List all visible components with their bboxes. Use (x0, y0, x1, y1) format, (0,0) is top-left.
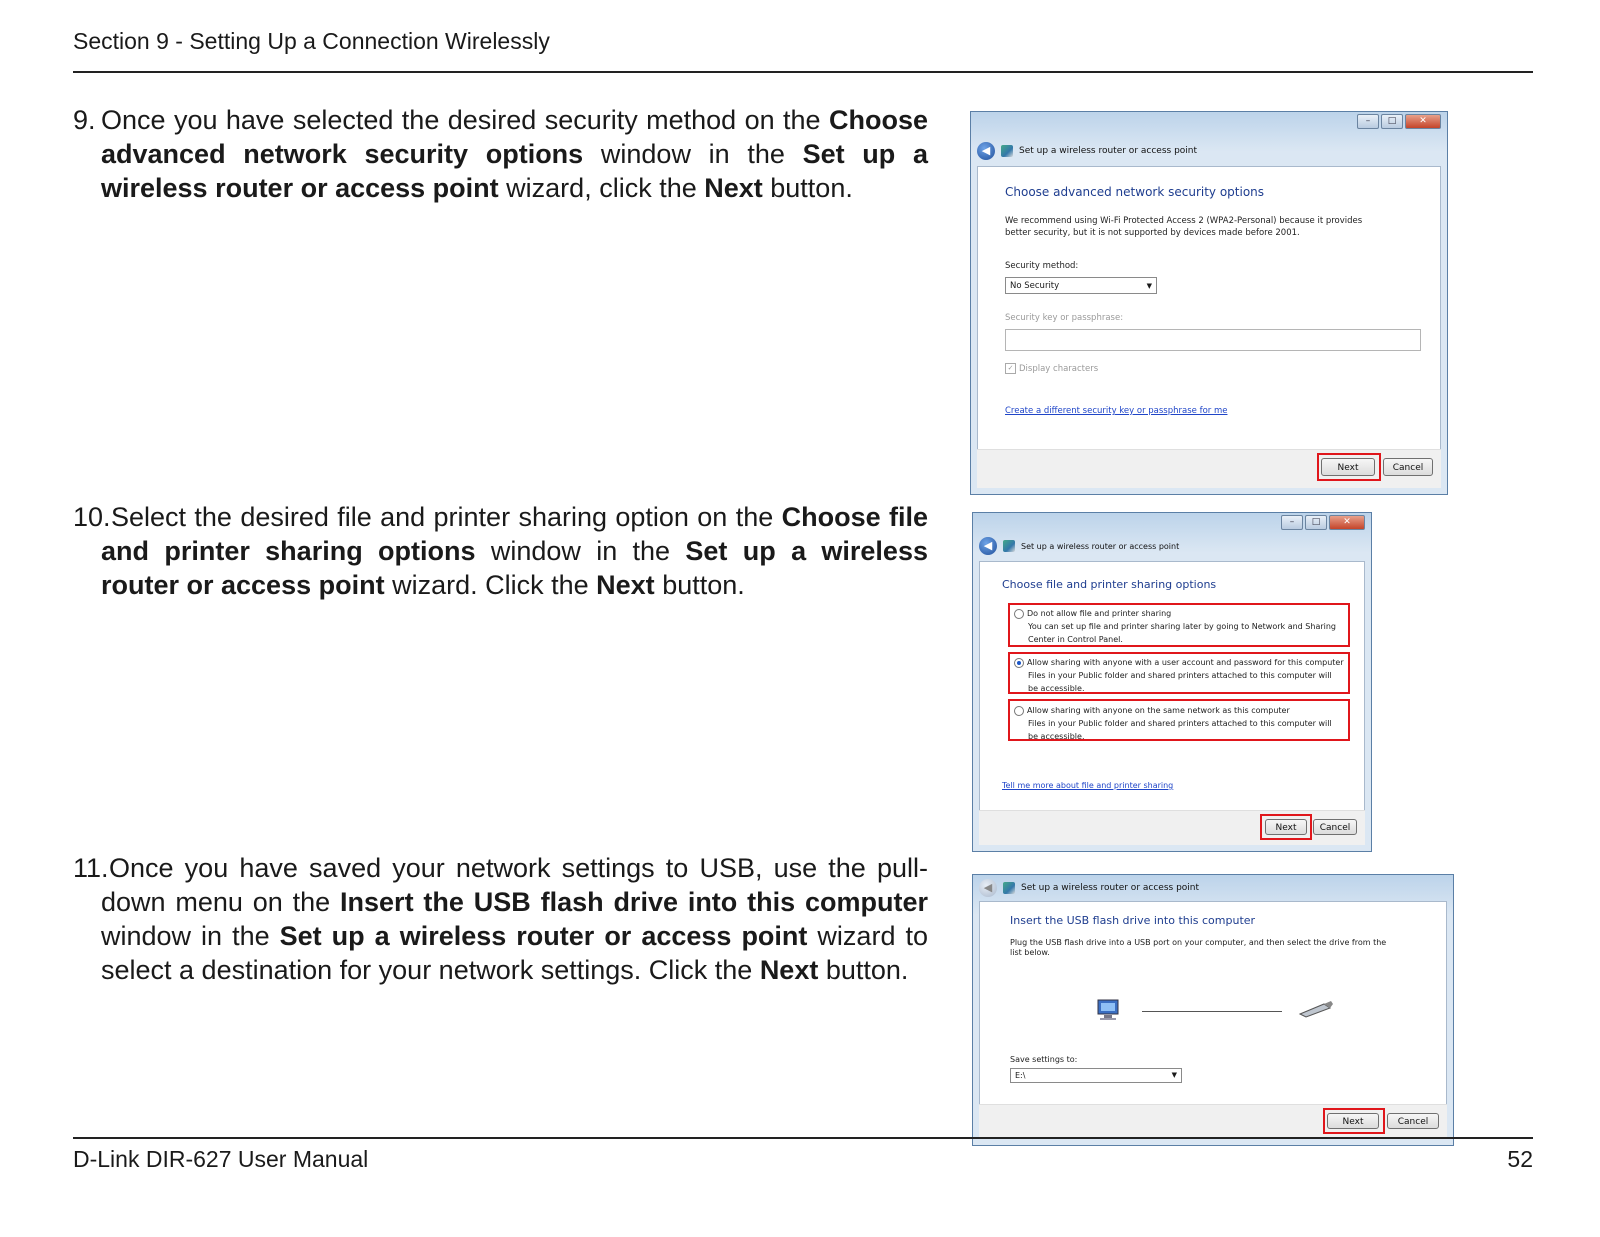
maximize-icon[interactable]: □ (1381, 114, 1403, 129)
dialog-footer (979, 810, 1365, 845)
security-key-input[interactable] (1005, 329, 1421, 351)
dialog-heading: Insert the USB flash drive into this computer (1010, 914, 1256, 927)
step-10 (73, 500, 928, 602)
cancel-button[interactable]: Cancel (1383, 458, 1433, 476)
option-description: You can set up file and printer sharing later by going to Network and Sharing Center in Control Panel. (1028, 622, 1337, 644)
next-button[interactable]: Next (1265, 819, 1307, 835)
dialog-footer (977, 449, 1441, 488)
dialog-heading: Choose file and printer sharing options (1002, 578, 1217, 591)
wizard-title: Set up a wireless router or access point (1019, 146, 1198, 156)
wizard-title: Set up a wireless router or access point (1021, 883, 1200, 893)
step-9 (73, 103, 928, 205)
highlight-box (1323, 1108, 1385, 1134)
wizard-content (979, 561, 1365, 811)
save-settings-label: Save settings to: (1010, 1055, 1078, 1064)
network-wizard-icon (1003, 882, 1015, 894)
sharing-option-3[interactable] (1014, 704, 1344, 743)
step-number: 11. (73, 853, 109, 883)
manual-title: D-Link DIR-627 User Manual (73, 1146, 369, 1172)
wizard-titlebar (977, 140, 1441, 162)
step-number: 9. (73, 105, 96, 135)
wizard-content (979, 901, 1447, 1105)
close-icon[interactable]: ✕ (1405, 114, 1441, 129)
usb-drive-icon (1298, 1000, 1334, 1018)
dialog-description: We recommend using Wi-Fi Protected Access 2 (WPA2-Personal) because it provides better security, but it is not supported by devices made before 2001. (1005, 216, 1363, 238)
dialog-footer (979, 1104, 1447, 1139)
step-text: Once you have saved your network settings to USB, use the pull-down menu on the Insert the USB flash drive into this computer window in the Set up a wireless router or access point wizard to select a destination for your network settings. Click the Next button. (101, 853, 928, 985)
dialog-description: Plug the USB flash drive into a USB port on your computer, and then select the drive from the list below. (1010, 938, 1387, 957)
display-characters-row[interactable] (1005, 363, 1098, 375)
window-controls (1357, 114, 1441, 129)
close-icon[interactable]: ✕ (1329, 515, 1365, 530)
minimize-icon[interactable]: – (1281, 515, 1303, 530)
option-label: Do not allow file and printer sharing (1027, 609, 1172, 618)
sharing-option-1[interactable] (1014, 607, 1344, 646)
wizard-content (977, 166, 1441, 450)
chevron-down-icon: ▼ (1146, 282, 1152, 290)
cancel-button[interactable]: Cancel (1313, 819, 1357, 835)
cancel-button[interactable]: Cancel (1387, 1113, 1439, 1129)
dialog-heading: Choose advanced network security options (1005, 185, 1265, 199)
step-number: 10. (73, 502, 111, 532)
window-controls (1281, 515, 1365, 530)
back-arrow-icon[interactable]: ◀ (979, 879, 997, 897)
highlight-box (1260, 814, 1312, 840)
option-label: Allow sharing with anyone on the same network as this computer (1027, 706, 1290, 715)
highlight-box (1317, 453, 1381, 481)
security-method-label: Security method: (1005, 261, 1079, 271)
wizard-title: Set up a wireless router or access point (1021, 541, 1180, 551)
section-header: Section 9 - Setting Up a Connection Wirelessly (73, 28, 550, 54)
select-value: E:\ (1015, 1071, 1026, 1080)
usb-save-dialog (972, 874, 1454, 1146)
radio-icon[interactable] (1014, 706, 1024, 716)
option-description: Files in your Public folder and shared printers attached to this computer will be accessible. (1028, 671, 1332, 693)
page-number: 52 (1507, 1146, 1533, 1172)
header-rule (73, 71, 1533, 73)
option-label: Allow sharing with anyone with a user account and password for this computer (1027, 658, 1344, 667)
step-text: Select the desired file and printer sharing option on the Choose file and printer sharing options window in the Set up a wireless router or access point wizard. Click the Next button. (101, 502, 928, 600)
radio-selected-icon[interactable] (1014, 658, 1024, 668)
next-button[interactable]: Next (1327, 1113, 1379, 1129)
step-text: Once you have selected the desired security method on the Choose advanced network security options window in the Set up a wireless router or access point wizard, click the Next button. (101, 105, 928, 203)
next-button[interactable]: Next (1321, 458, 1375, 476)
network-wizard-icon (1003, 540, 1015, 552)
checkbox-icon[interactable]: ✓ (1005, 363, 1016, 374)
sharing-option-2[interactable] (1014, 656, 1344, 695)
sharing-info-link[interactable]: Tell me more about file and printer sharing (1002, 781, 1174, 790)
maximize-icon[interactable]: □ (1305, 515, 1327, 530)
security-key-label: Security key or passphrase: (1005, 313, 1124, 323)
computer-icon (1092, 998, 1124, 1022)
back-arrow-icon[interactable]: ◀ (979, 537, 997, 555)
sharing-options-dialog (972, 512, 1372, 852)
option-description: Files in your Public folder and shared printers attached to this computer will be accessible. (1028, 719, 1332, 741)
checkbox-label: Display characters (1019, 364, 1099, 374)
footer-rule (73, 1137, 1533, 1139)
security-method-select[interactable] (1005, 277, 1157, 294)
connection-line (1142, 1011, 1282, 1012)
network-wizard-icon (1001, 145, 1013, 157)
save-destination-select[interactable] (1010, 1068, 1182, 1083)
select-value: No Security (1010, 281, 1060, 291)
radio-icon[interactable] (1014, 609, 1024, 619)
chevron-down-icon: ▼ (1171, 1071, 1177, 1079)
security-options-dialog (970, 111, 1448, 495)
step-11 (73, 851, 928, 987)
back-arrow-icon[interactable]: ◀ (977, 142, 995, 160)
different-key-link[interactable]: Create a different security key or passphrase for me (1005, 406, 1228, 416)
minimize-icon[interactable]: – (1357, 114, 1379, 129)
wizard-titlebar (979, 877, 1447, 899)
wizard-titlebar (979, 535, 1365, 557)
